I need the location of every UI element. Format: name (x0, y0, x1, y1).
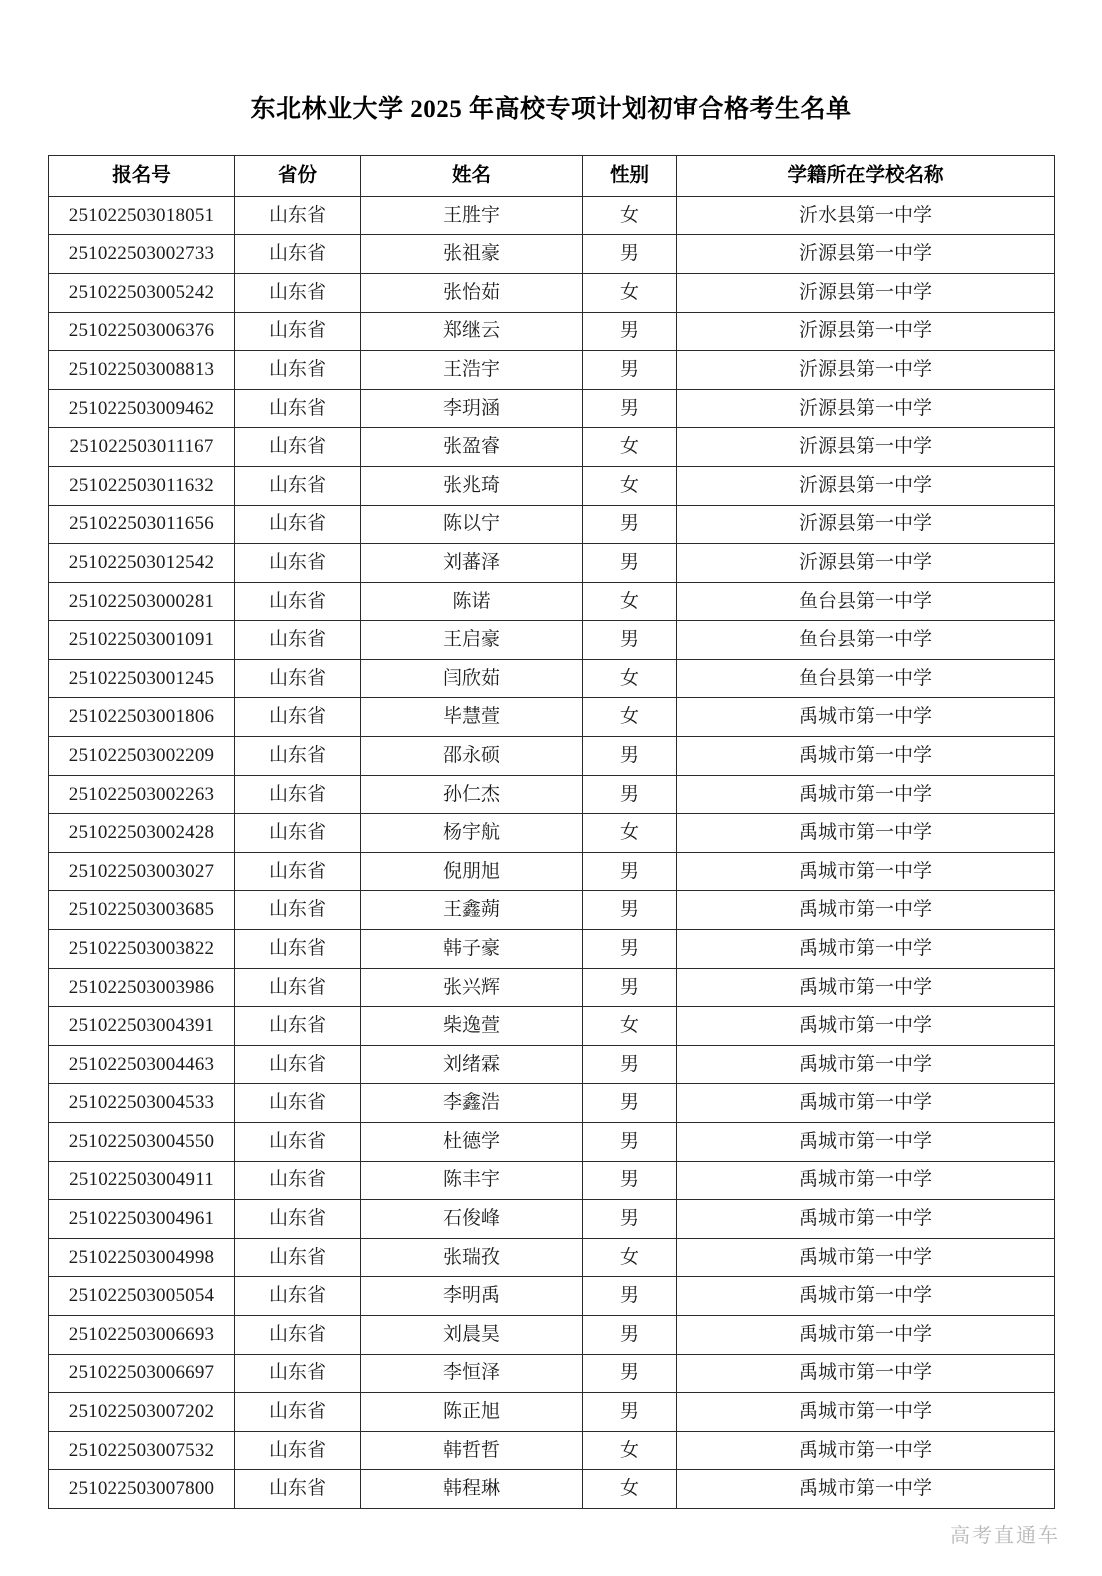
table-row (49, 582, 1055, 621)
table-row (49, 505, 1055, 544)
cell-gender: 女 (583, 273, 677, 312)
cell-province: 山东省 (235, 1045, 361, 1084)
cell-name: 李恒泽 (361, 1354, 583, 1393)
cell-gender: 女 (583, 582, 677, 621)
cell-province: 山东省 (235, 1277, 361, 1316)
cell-province: 山东省 (235, 235, 361, 274)
cell-gender: 男 (583, 1200, 677, 1239)
cell-gender: 女 (583, 428, 677, 467)
cell-gender: 男 (583, 1161, 677, 1200)
cell-registration-number: 251022503007800 (49, 1470, 235, 1509)
cell-registration-number: 251022503004998 (49, 1238, 235, 1277)
cell-province: 山东省 (235, 1084, 361, 1123)
cell-school: 禹城市第一中学 (677, 1315, 1055, 1354)
cell-province: 山东省 (235, 1315, 361, 1354)
cell-gender: 男 (583, 775, 677, 814)
cell-school: 沂源县第一中学 (677, 351, 1055, 390)
cell-name: 闫欣茹 (361, 659, 583, 698)
cell-school: 沂水县第一中学 (677, 196, 1055, 235)
cell-gender: 男 (583, 1123, 677, 1162)
cell-registration-number: 251022503006693 (49, 1315, 235, 1354)
cell-gender: 男 (583, 1354, 677, 1393)
cell-province: 山东省 (235, 1007, 361, 1046)
cell-gender: 女 (583, 698, 677, 737)
table-row (49, 1200, 1055, 1239)
table-row (49, 273, 1055, 312)
page-title: 东北林业大学 2025 年高校专项计划初审合格考生名单 (250, 95, 852, 123)
cell-name: 张祖豪 (361, 235, 583, 274)
cell-registration-number: 251022503001245 (49, 659, 235, 698)
cell-gender: 男 (583, 1315, 677, 1354)
cell-province: 山东省 (235, 582, 361, 621)
cell-name: 石俊峰 (361, 1200, 583, 1239)
cell-province: 山东省 (235, 428, 361, 467)
cell-province: 山东省 (235, 312, 361, 351)
table-row (49, 891, 1055, 930)
cell-province: 山东省 (235, 1161, 361, 1200)
cell-province: 山东省 (235, 852, 361, 891)
cell-province: 山东省 (235, 273, 361, 312)
cell-name: 李鑫浩 (361, 1084, 583, 1123)
cell-school: 禹城市第一中学 (677, 1007, 1055, 1046)
cell-name: 王胜宇 (361, 196, 583, 235)
cell-name: 李明禹 (361, 1277, 583, 1316)
cell-gender: 男 (583, 1084, 677, 1123)
cell-gender: 男 (583, 891, 677, 930)
cell-name: 韩子豪 (361, 930, 583, 969)
cell-gender: 男 (583, 930, 677, 969)
cell-name: 韩程琳 (361, 1470, 583, 1509)
table-row (49, 1161, 1055, 1200)
cell-name: 陈丰宇 (361, 1161, 583, 1200)
cell-registration-number: 251022503006376 (49, 312, 235, 351)
cell-name: 张兆琦 (361, 466, 583, 505)
cell-school: 鱼台县第一中学 (677, 659, 1055, 698)
cell-school: 沂源县第一中学 (677, 273, 1055, 312)
cell-school: 禹城市第一中学 (677, 737, 1055, 776)
cell-gender: 男 (583, 621, 677, 660)
table-row (49, 659, 1055, 698)
table-row (49, 1354, 1055, 1393)
cell-province: 山东省 (235, 930, 361, 969)
cell-registration-number: 251022503004391 (49, 1007, 235, 1046)
cell-registration-number: 251022503005054 (49, 1277, 235, 1316)
table-row (49, 351, 1055, 390)
cell-school: 沂源县第一中学 (677, 544, 1055, 583)
cell-province: 山东省 (235, 814, 361, 853)
roster-table-container (48, 155, 1054, 1509)
table-row (49, 1315, 1055, 1354)
column-header-school: 学籍所在学校名称 (677, 155, 1055, 196)
cell-gender: 女 (583, 1470, 677, 1509)
cell-gender: 男 (583, 312, 677, 351)
cell-name: 孙仁杰 (361, 775, 583, 814)
table-row (49, 930, 1055, 969)
cell-registration-number: 251022503003986 (49, 968, 235, 1007)
cell-school: 禹城市第一中学 (677, 1238, 1055, 1277)
cell-registration-number: 251022503006697 (49, 1354, 235, 1393)
cell-province: 山东省 (235, 466, 361, 505)
cell-name: 柴逸萱 (361, 1007, 583, 1046)
cell-name: 张盈睿 (361, 428, 583, 467)
cell-registration-number: 251022503004463 (49, 1045, 235, 1084)
cell-gender: 男 (583, 737, 677, 776)
cell-registration-number: 251022503003027 (49, 852, 235, 891)
cell-school: 沂源县第一中学 (677, 466, 1055, 505)
cell-school: 禹城市第一中学 (677, 1277, 1055, 1316)
cell-school: 禹城市第一中学 (677, 1354, 1055, 1393)
cell-gender: 男 (583, 544, 677, 583)
cell-name: 倪朋旭 (361, 852, 583, 891)
cell-school: 沂源县第一中学 (677, 428, 1055, 467)
table-row (49, 621, 1055, 660)
cell-registration-number: 251022503011632 (49, 466, 235, 505)
table-row (49, 1045, 1055, 1084)
column-header-registration-number: 报名号 (49, 155, 235, 196)
cell-province: 山东省 (235, 968, 361, 1007)
cell-name: 刘蕃泽 (361, 544, 583, 583)
cell-province: 山东省 (235, 1354, 361, 1393)
cell-province: 山东省 (235, 544, 361, 583)
cell-registration-number: 251022503002733 (49, 235, 235, 274)
cell-gender: 男 (583, 1393, 677, 1432)
table-row (49, 428, 1055, 467)
cell-gender: 男 (583, 968, 677, 1007)
table-row (49, 737, 1055, 776)
cell-province: 山东省 (235, 389, 361, 428)
cell-registration-number: 251022503011656 (49, 505, 235, 544)
table-row (49, 544, 1055, 583)
cell-name: 王浩宇 (361, 351, 583, 390)
table-row (49, 1277, 1055, 1316)
cell-school: 禹城市第一中学 (677, 1431, 1055, 1470)
table-row (49, 1393, 1055, 1432)
cell-name: 杜德学 (361, 1123, 583, 1162)
cell-school: 禹城市第一中学 (677, 1161, 1055, 1200)
table-row (49, 1470, 1055, 1509)
cell-registration-number: 251022503005242 (49, 273, 235, 312)
cell-registration-number: 251022503004533 (49, 1084, 235, 1123)
cell-gender: 男 (583, 852, 677, 891)
cell-registration-number: 251022503003685 (49, 891, 235, 930)
table-row (49, 968, 1055, 1007)
cell-registration-number: 251022503004550 (49, 1123, 235, 1162)
cell-province: 山东省 (235, 891, 361, 930)
cell-gender: 女 (583, 1007, 677, 1046)
cell-registration-number: 251022503007202 (49, 1393, 235, 1432)
cell-province: 山东省 (235, 1470, 361, 1509)
cell-name: 刘晨昊 (361, 1315, 583, 1354)
table-header-row (49, 155, 1055, 196)
table-row (49, 1084, 1055, 1123)
table-row (49, 698, 1055, 737)
table-row (49, 1431, 1055, 1470)
cell-registration-number: 251022503008813 (49, 351, 235, 390)
table-row (49, 852, 1055, 891)
cell-school: 沂源县第一中学 (677, 389, 1055, 428)
cell-school: 禹城市第一中学 (677, 698, 1055, 737)
column-header-gender: 性别 (583, 155, 677, 196)
cell-school: 禹城市第一中学 (677, 1393, 1055, 1432)
cell-name: 李玥涵 (361, 389, 583, 428)
cell-gender: 男 (583, 1277, 677, 1316)
cell-gender: 男 (583, 351, 677, 390)
column-header-name: 姓名 (361, 155, 583, 196)
table-row (49, 814, 1055, 853)
table-row (49, 196, 1055, 235)
cell-name: 王鑫蒴 (361, 891, 583, 930)
cell-gender: 女 (583, 659, 677, 698)
cell-province: 山东省 (235, 505, 361, 544)
cell-registration-number: 251022503009462 (49, 389, 235, 428)
cell-name: 邵永硕 (361, 737, 583, 776)
cell-school: 沂源县第一中学 (677, 312, 1055, 351)
cell-gender: 女 (583, 1238, 677, 1277)
cell-province: 山东省 (235, 1123, 361, 1162)
cell-province: 山东省 (235, 1238, 361, 1277)
cell-province: 山东省 (235, 775, 361, 814)
cell-school: 禹城市第一中学 (677, 930, 1055, 969)
cell-registration-number: 251022503003822 (49, 930, 235, 969)
cell-name: 毕慧萱 (361, 698, 583, 737)
cell-province: 山东省 (235, 698, 361, 737)
cell-province: 山东省 (235, 196, 361, 235)
cell-gender: 女 (583, 814, 677, 853)
cell-province: 山东省 (235, 1200, 361, 1239)
cell-name: 张兴辉 (361, 968, 583, 1007)
table-header (49, 155, 1055, 196)
cell-name: 刘绪霖 (361, 1045, 583, 1084)
cell-school: 禹城市第一中学 (677, 775, 1055, 814)
cell-gender: 女 (583, 466, 677, 505)
cell-name: 杨宇航 (361, 814, 583, 853)
cell-registration-number: 251022503000281 (49, 582, 235, 621)
watermark: 高考直通车 (950, 1524, 1060, 1547)
cell-registration-number: 251022503002263 (49, 775, 235, 814)
cell-school: 鱼台县第一中学 (677, 621, 1055, 660)
cell-school: 禹城市第一中学 (677, 814, 1055, 853)
cell-registration-number: 251022503011167 (49, 428, 235, 467)
cell-registration-number: 251022503018051 (49, 196, 235, 235)
column-header-province: 省份 (235, 155, 361, 196)
cell-name: 陈诺 (361, 582, 583, 621)
cell-name: 韩哲哲 (361, 1431, 583, 1470)
cell-province: 山东省 (235, 621, 361, 660)
cell-school: 鱼台县第一中学 (677, 582, 1055, 621)
cell-registration-number: 251022503004961 (49, 1200, 235, 1239)
cell-school: 禹城市第一中学 (677, 1084, 1055, 1123)
cell-province: 山东省 (235, 1431, 361, 1470)
table-row (49, 312, 1055, 351)
table-row (49, 235, 1055, 274)
cell-registration-number: 251022503001806 (49, 698, 235, 737)
cell-province: 山东省 (235, 1393, 361, 1432)
cell-school: 禹城市第一中学 (677, 968, 1055, 1007)
cell-registration-number: 251022503002428 (49, 814, 235, 853)
cell-registration-number: 251022503004911 (49, 1161, 235, 1200)
cell-name: 张瑞孜 (361, 1238, 583, 1277)
cell-name: 郑继云 (361, 312, 583, 351)
cell-school: 禹城市第一中学 (677, 852, 1055, 891)
cell-school: 禹城市第一中学 (677, 891, 1055, 930)
cell-name: 陈正旭 (361, 1393, 583, 1432)
table-row (49, 1123, 1055, 1162)
cell-name: 陈以宁 (361, 505, 583, 544)
cell-name: 张怡茹 (361, 273, 583, 312)
cell-registration-number: 251022503012542 (49, 544, 235, 583)
cell-school: 禹城市第一中学 (677, 1470, 1055, 1509)
cell-province: 山东省 (235, 351, 361, 390)
table-row (49, 1238, 1055, 1277)
document-page (0, 17, 1102, 1576)
cell-school: 沂源县第一中学 (677, 505, 1055, 544)
roster-table (48, 155, 1055, 1509)
table-row (49, 1007, 1055, 1046)
cell-school: 沂源县第一中学 (677, 235, 1055, 274)
cell-gender: 男 (583, 505, 677, 544)
cell-school: 禹城市第一中学 (677, 1045, 1055, 1084)
cell-gender: 男 (583, 389, 677, 428)
cell-gender: 男 (583, 1045, 677, 1084)
cell-gender: 男 (583, 235, 677, 274)
cell-province: 山东省 (235, 659, 361, 698)
table-body (49, 196, 1055, 1508)
cell-school: 禹城市第一中学 (677, 1123, 1055, 1162)
cell-gender: 女 (583, 1431, 677, 1470)
cell-registration-number: 251022503002209 (49, 737, 235, 776)
cell-province: 山东省 (235, 737, 361, 776)
table-row (49, 466, 1055, 505)
cell-gender: 女 (583, 196, 677, 235)
cell-school: 禹城市第一中学 (677, 1200, 1055, 1239)
table-row (49, 389, 1055, 428)
cell-registration-number: 251022503007532 (49, 1431, 235, 1470)
cell-registration-number: 251022503001091 (49, 621, 235, 660)
cell-name: 王启豪 (361, 621, 583, 660)
table-row (49, 775, 1055, 814)
